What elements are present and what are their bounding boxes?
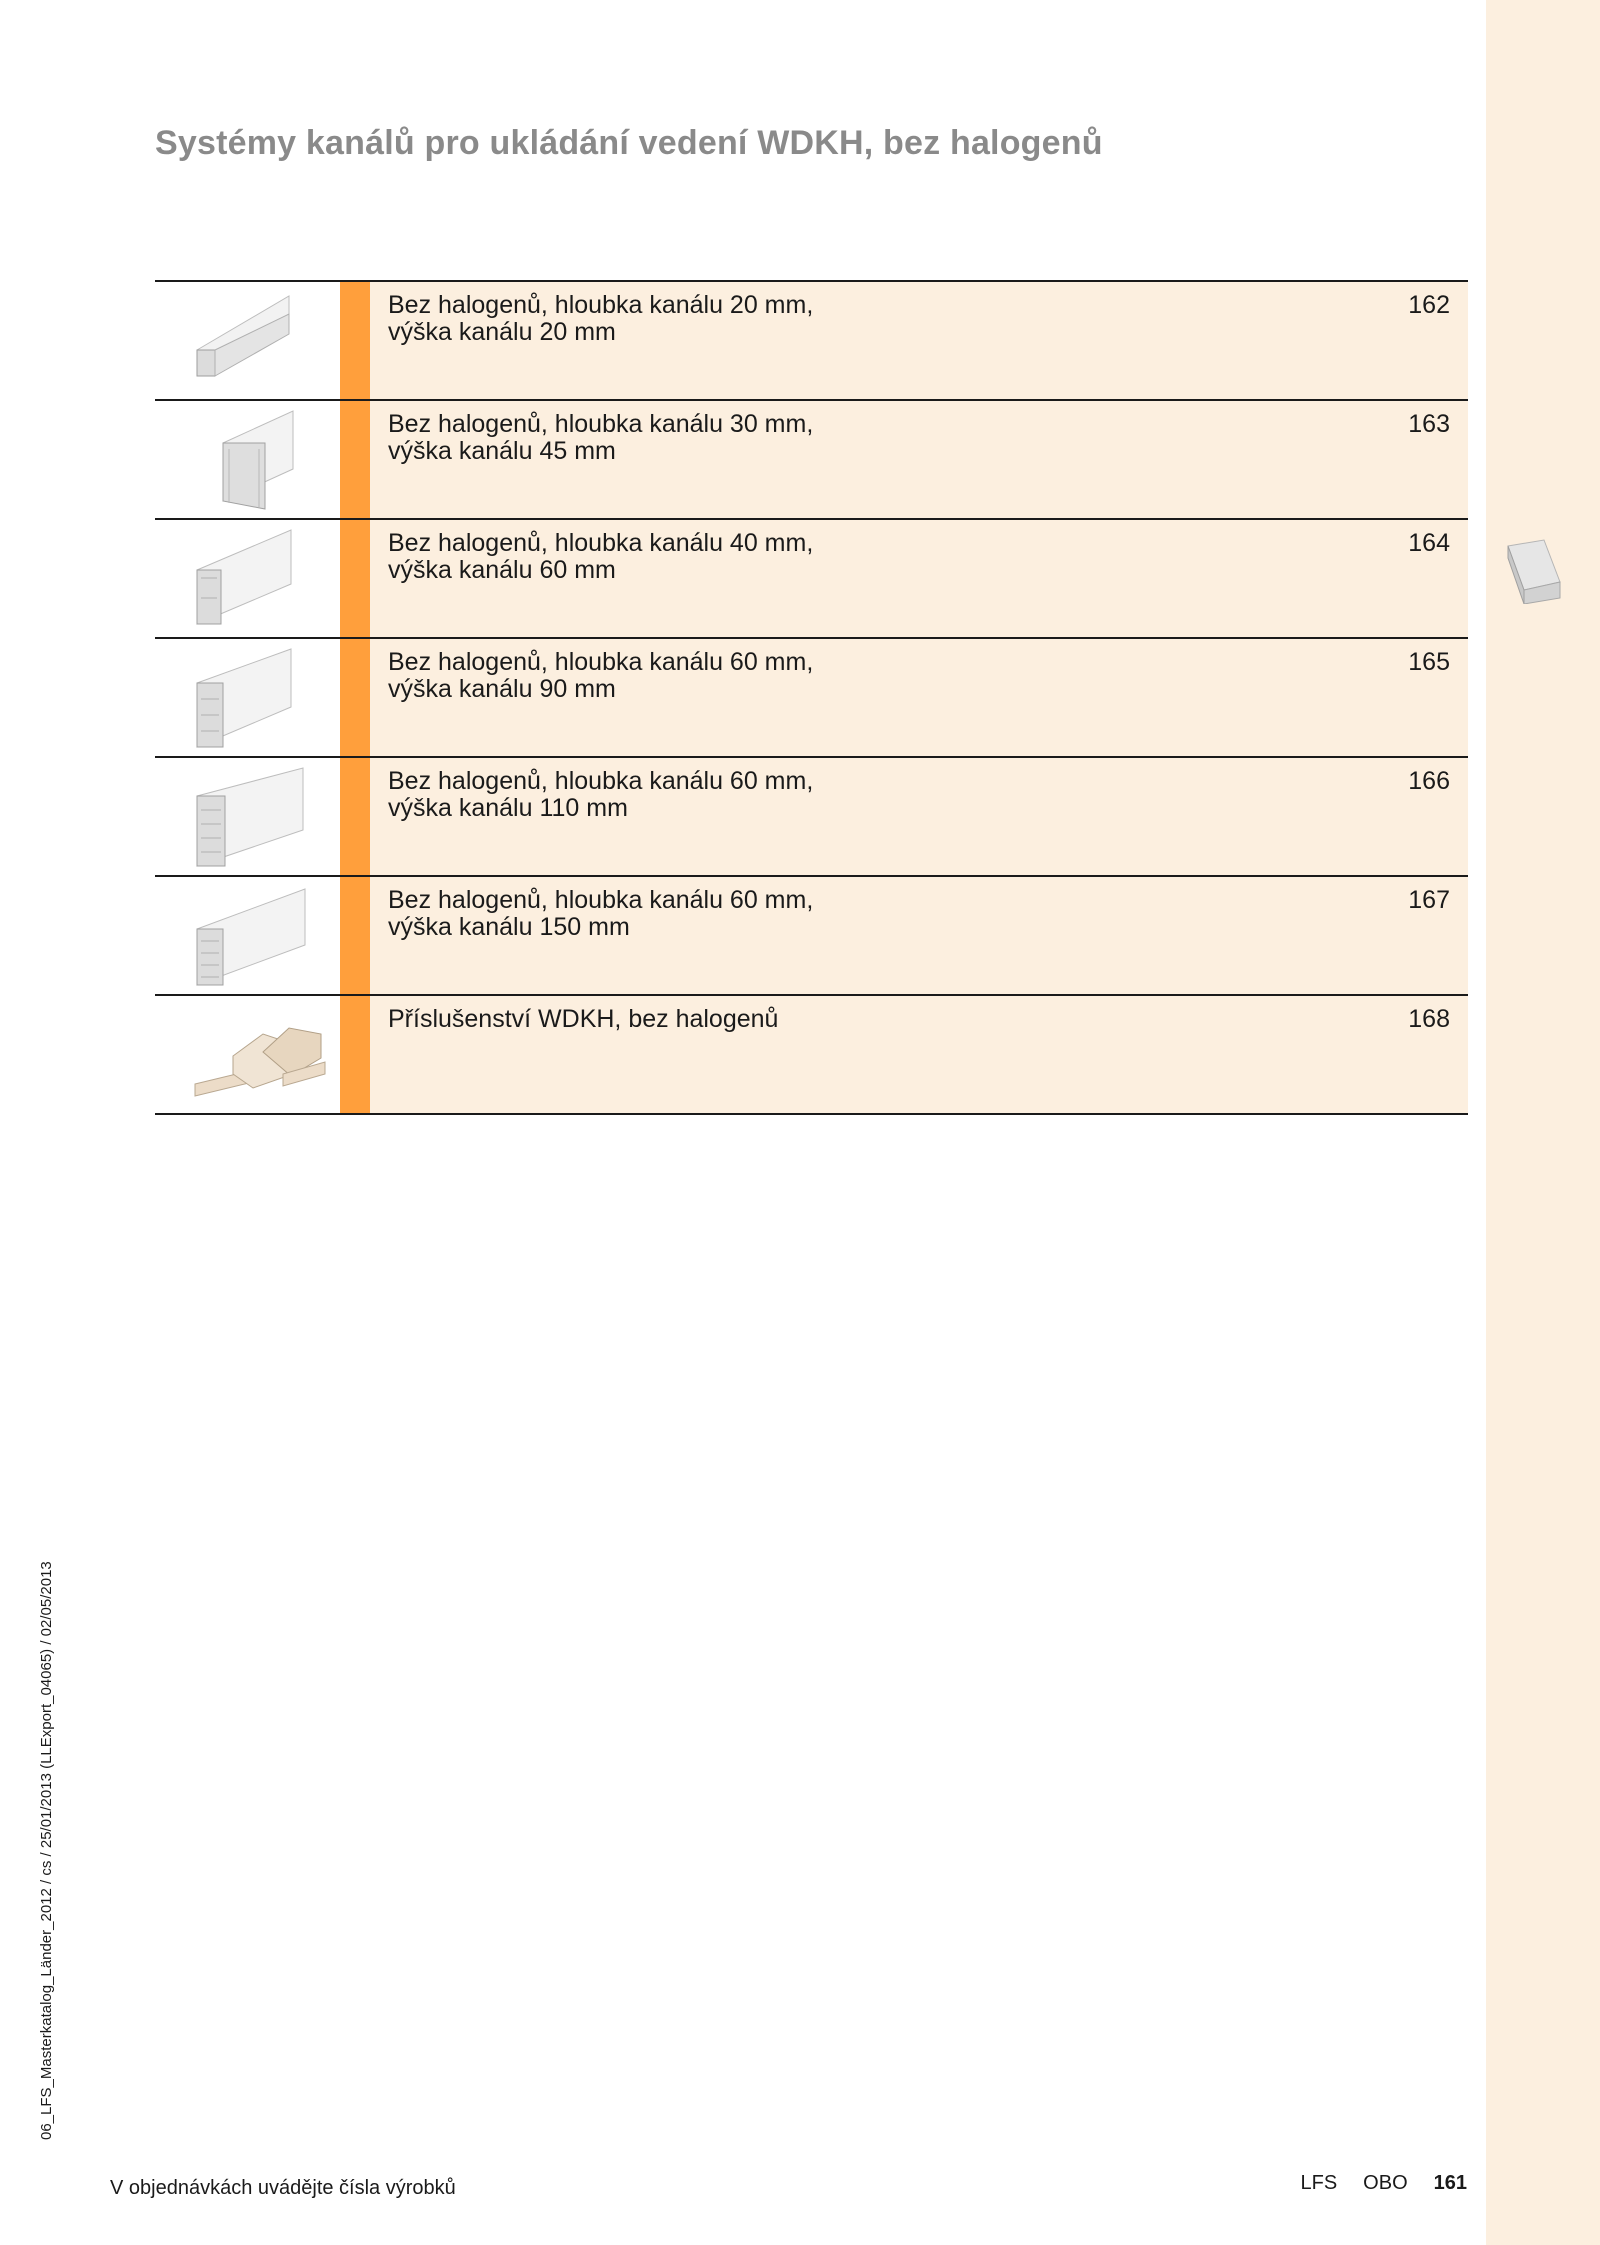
toc-row[interactable] [155, 520, 1468, 639]
toc-row[interactable] [155, 401, 1468, 520]
toc-table [155, 280, 1468, 1115]
footer-right [1300, 2172, 1467, 2195]
row-page-number[interactable]: 163 [1408, 410, 1450, 438]
footer-page-number: 161 [1433, 2172, 1467, 2194]
accent-bar [340, 877, 370, 994]
row-body [370, 520, 1468, 637]
accent-bar [340, 401, 370, 518]
cable-duct-icon [193, 647, 331, 749]
footer-brand: OBO [1363, 2172, 1408, 2194]
cable-duct-small-icon [193, 290, 331, 392]
cable-duct-icon [193, 409, 331, 511]
accent-bar [340, 520, 370, 637]
accent-bar [340, 758, 370, 875]
row-body [370, 996, 1468, 1113]
accent-bar [340, 282, 370, 399]
row-label: Bez halogenů, hloubka kanálu 20 mm, výška kanálu 20 mm [388, 291, 814, 346]
row-body [370, 639, 1468, 756]
vertical-meta-text: 06_LFS_Masterkatalog_Länder_2012 / cs / 25/01/2013 (LLExport_04065) / 02/05/2013 [38, 1561, 55, 2140]
row-thumbnail [155, 282, 340, 399]
row-body [370, 758, 1468, 875]
row-body [370, 401, 1468, 518]
row-label: Bez halogenů, hloubka kanálu 40 mm, výška kanálu 60 mm [388, 529, 814, 584]
row-page-number[interactable]: 165 [1408, 648, 1450, 676]
cable-duct-side-icon [1504, 538, 1562, 604]
toc-row[interactable] [155, 282, 1468, 401]
cable-duct-icon [193, 885, 331, 987]
toc-row[interactable] [155, 877, 1468, 996]
row-page-number[interactable]: 164 [1408, 529, 1450, 557]
row-body [370, 877, 1468, 994]
row-thumbnail [155, 877, 340, 994]
row-page-number[interactable]: 167 [1408, 886, 1450, 914]
row-page-number[interactable]: 162 [1408, 291, 1450, 319]
footer-note: V objednávkách uvádějte čísla výrobků [110, 2177, 456, 2199]
footer-section: LFS [1300, 2172, 1338, 2194]
toc-row[interactable] [155, 996, 1468, 1115]
row-thumbnail [155, 520, 340, 637]
toc-row[interactable] [155, 639, 1468, 758]
side-band [1486, 0, 1600, 2245]
row-thumbnail [155, 639, 340, 756]
row-page-number[interactable]: 168 [1408, 1005, 1450, 1033]
accent-bar [340, 996, 370, 1113]
row-label: Příslušenství WDKH, bez halogenů [388, 1005, 779, 1033]
row-label: Bez halogenů, hloubka kanálu 60 mm, výška kanálu 90 mm [388, 648, 814, 703]
row-label: Bez halogenů, hloubka kanálu 30 mm, výška kanálu 45 mm [388, 410, 814, 465]
row-label: Bez halogenů, hloubka kanálu 60 mm, výška kanálu 110 mm [388, 767, 814, 822]
row-thumbnail [155, 758, 340, 875]
cable-duct-icon [193, 528, 331, 630]
row-thumbnail [155, 996, 340, 1113]
page-title: Systémy kanálů pro ukládání vedení WDKH, bez halogenů [155, 124, 1103, 162]
row-body [370, 282, 1468, 399]
row-label: Bez halogenů, hloubka kanálu 60 mm, výška kanálu 150 mm [388, 886, 814, 941]
row-thumbnail [155, 401, 340, 518]
accent-bar [340, 639, 370, 756]
duct-accessories-icon [193, 1004, 331, 1106]
cable-duct-icon [193, 766, 331, 868]
row-page-number[interactable]: 166 [1408, 767, 1450, 795]
toc-row[interactable] [155, 758, 1468, 877]
